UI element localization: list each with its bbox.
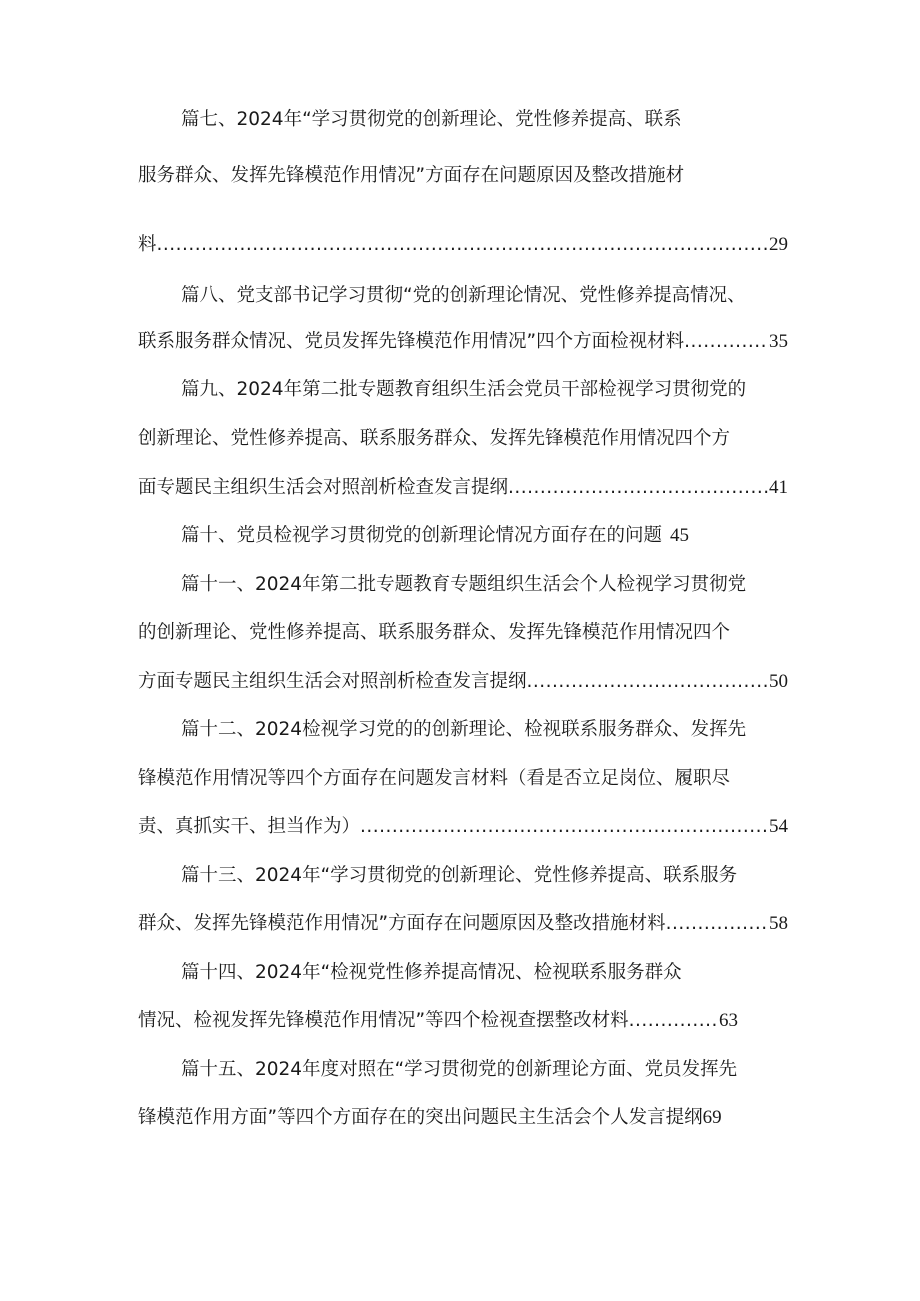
toc-line <box>138 160 788 192</box>
toc-line <box>181 860 788 892</box>
toc-line <box>181 1054 788 1086</box>
toc-text: 锋模范作用情况等四个方面存在问题发言材料（看是否立足岗位、履职尽 <box>138 768 731 789</box>
toc-line <box>181 569 788 601</box>
toc-line <box>138 763 788 795</box>
page-number: 69 <box>702 1107 722 1128</box>
toc-text: 篇八、党支部书记学习贯彻“党的创新理论情况、党性修养提高情况、 <box>181 285 746 306</box>
toc-text: 篇十三、2024年“学习贯彻党的创新理论、党性修养提高、联系服务 <box>181 865 738 886</box>
toc-line[interactable] <box>181 520 741 552</box>
toc-line <box>181 714 788 746</box>
toc-text: 篇七、2024年“学习贯彻党的创新理论、党性修养提高、联系 <box>181 109 682 130</box>
toc-line[interactable] <box>138 908 788 940</box>
leader-dots <box>666 908 769 940</box>
page-number: 29 <box>769 234 788 255</box>
toc-text: 篇九、2024年第二批专题教育组织生活会党员干部检视学习贯彻党的 <box>181 379 747 400</box>
page-number: 35 <box>769 331 788 352</box>
page-number: 41 <box>769 477 788 498</box>
toc-text: 方面专题民主组织生活会对照剖析检查发言提纲 <box>138 671 527 692</box>
page-number: 54 <box>769 816 788 837</box>
page-number: 63 <box>719 1010 738 1031</box>
toc-text: 篇十一、2024年第二批专题教育专题组织生活会个人检视学习贯彻党 <box>181 574 747 595</box>
leader-dots <box>157 229 769 261</box>
toc-text: 群众、发挥先锋模范作用情况”方面存在问题原因及整改措施材料 <box>138 913 666 934</box>
toc-text: 篇十五、2024年度对照在“学习贯彻党的创新理论方面、党员发挥先 <box>181 1059 738 1080</box>
toc-text: 面专题民主组织生活会对照剖析检查发言提纲 <box>138 477 509 498</box>
toc-text: 篇十、党员检视学习贯彻党的创新理论情况方面存在的问题 <box>181 525 663 546</box>
toc-line[interactable] <box>138 229 788 261</box>
toc-text: 锋模范作用方面”等四个方面存在的突出问题民主生活会个人发言提纲 <box>138 1107 703 1128</box>
toc-text: 责、真抓实干、担当作为） <box>138 816 361 837</box>
page-number: 45 <box>670 525 690 546</box>
toc-text: 服务群众、发挥先锋模范作用情况”方面存在问题原因及整改措施材 <box>138 165 685 186</box>
toc-line[interactable] <box>138 1102 788 1134</box>
leader-dots <box>629 1005 719 1037</box>
toc-text: 篇十二、2024检视学习党的的创新理论、检视联系服务群众、发挥先 <box>181 719 747 740</box>
toc-line <box>138 617 788 649</box>
leader-dots <box>527 666 769 698</box>
toc-line[interactable] <box>138 666 788 698</box>
leader-dots <box>360 811 769 843</box>
toc-text: 的创新理论、党性修养提高、联系服务群众、发挥先锋模范作用情况四个 <box>138 622 731 643</box>
toc-line[interactable] <box>138 472 788 504</box>
leader-dots <box>508 472 769 504</box>
toc-text: 联系服务群众情况、党员发挥先锋模范作用情况”四个方面检视材料 <box>138 331 685 352</box>
leader-dots <box>684 326 769 358</box>
toc-line <box>181 374 788 406</box>
toc-line <box>181 957 788 989</box>
toc-line <box>138 423 788 455</box>
toc-line[interactable] <box>138 1005 738 1037</box>
toc-text: 情况、检视发挥先锋模范作用情况”等四个检视查摆整改材料 <box>138 1010 629 1031</box>
toc-text: 料 <box>138 234 157 255</box>
toc-text: 创新理论、党性修养提高、联系服务群众、发挥先锋模范作用情况四个方 <box>138 428 731 449</box>
toc-text: 篇十四、2024年“检视党性修养提高情况、检视联系服务群众 <box>181 962 682 983</box>
toc-line <box>181 104 788 136</box>
toc-line[interactable] <box>138 811 788 843</box>
toc-line[interactable] <box>138 326 788 358</box>
page-number: 58 <box>769 913 788 934</box>
toc-line <box>181 280 788 312</box>
page-number: 50 <box>769 671 788 692</box>
